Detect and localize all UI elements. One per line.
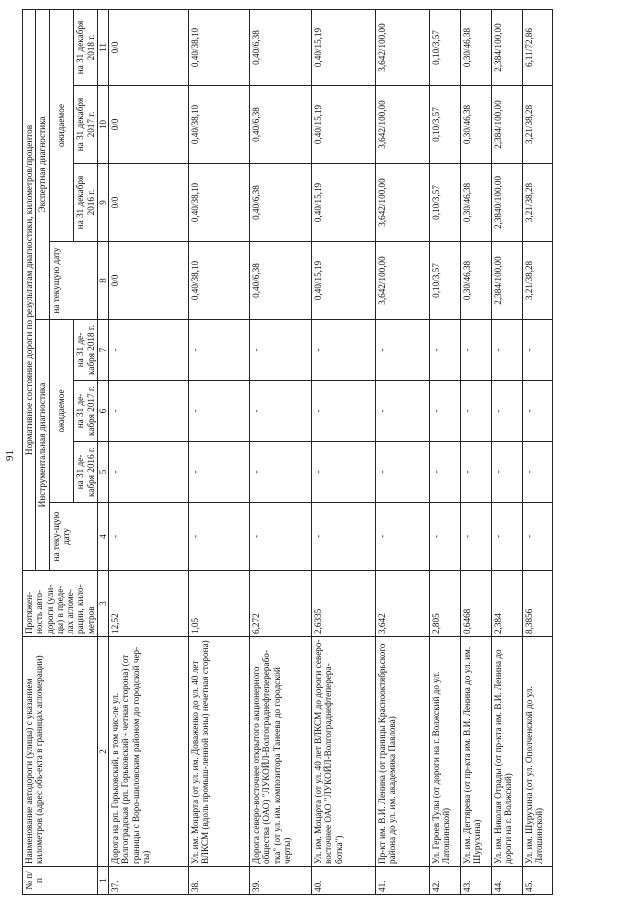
header-2017-expert: на 31 декабря 2017 г. (74, 86, 98, 164)
expert-2017: 0,30/46,38 (461, 86, 492, 164)
row-number: 37. (109, 867, 189, 895)
row-number: 42. (430, 867, 461, 895)
expert-current: 3,21/38,28 (523, 242, 553, 320)
header-name: Наименование автодороги (улицы) с указанием километров (адрес объ-екта в границах агломерации) (23, 637, 98, 867)
instr-2016: - (312, 442, 376, 503)
road-name: Ул. им. Моцарта (от ул. 40 лет ВЛКСМ до дороги северо-восточнее ОАО "ЛУКОЙЛ-Волгограднефтеперера-ботка") (312, 637, 376, 867)
instr-2016: - (523, 442, 553, 503)
instr-current: - (189, 503, 250, 571)
column-number: 4 (98, 503, 109, 571)
instr-current: - (376, 503, 430, 571)
instr-2016: - (461, 442, 492, 503)
expert-2016: 2,3840/100,00 (492, 164, 523, 242)
instr-2018: - (250, 320, 312, 381)
header-normative-state: Нормативное состояние дороги по результатам диагностики, километров/процентов (23, 10, 36, 571)
expert-2018: 0,40/38,10 (189, 10, 250, 86)
expert-2017: 0/0 (109, 86, 189, 164)
header-expert: Экспертная диагностика (36, 10, 49, 320)
expert-2017: 3,21/38,28 (523, 86, 553, 164)
expert-2018: 0,40/15,19 (312, 10, 376, 86)
instr-2017: - (492, 381, 523, 442)
expert-2017: 0,10/3,57 (430, 86, 461, 164)
expert-current: 0,10/3,57 (430, 242, 461, 320)
expert-2018: 3,642/100,00 (376, 10, 430, 86)
expert-2016: 0,10/3,57 (430, 164, 461, 242)
instr-2016: - (250, 442, 312, 503)
road-length: 1,05 (189, 571, 250, 637)
header-no: № п/п (23, 867, 98, 895)
road-length: 12,52 (109, 571, 189, 637)
column-number: 7 (98, 320, 109, 381)
expert-2018: 0,40/6,38 (250, 10, 312, 86)
road-name: Дорога северо-восточнее открытого акционерного общества (ОАО) "ЛУКОЙЛ-Волгограднефтеперерабо-тка" (от ул. им. композитора Танеева до городской черты) (250, 637, 312, 867)
instr-current: - (523, 503, 553, 571)
header-2017: на 31 де-кабря 2017 г. (74, 381, 98, 442)
road-length: 2,805 (430, 571, 461, 637)
row-number: 40. (312, 867, 376, 895)
road-length: 0,6468 (461, 571, 492, 637)
expert-current: 0/0 (109, 242, 189, 320)
expert-2017: 0,40/15,19 (312, 86, 376, 164)
instr-2017: - (109, 381, 189, 442)
column-number: 10 (98, 86, 109, 164)
instr-2017: - (189, 381, 250, 442)
expert-2016: 3,21/38,28 (523, 164, 553, 242)
row-number: 38. (189, 867, 250, 895)
road-name: Ул. Героев Тулы (от дороги на г. Волжский до ул. Латошинской) (430, 637, 461, 867)
road-length: 6,272 (250, 571, 312, 637)
road-name: Ул. им. Шурухина (от ул. Ополченской до ул. Латошинской) (523, 637, 553, 867)
header-expected-expert: ожидаемое (49, 10, 74, 242)
instr-2018: - (189, 320, 250, 381)
instr-current: - (492, 503, 523, 571)
table-row (376, 10, 430, 895)
instr-2016: - (492, 442, 523, 503)
instr-2018: - (109, 320, 189, 381)
expert-2016: 0,40/38,10 (189, 164, 250, 242)
road-name: Пр-кт им. В.И. Ленина (от границы Краснооктябрьского района до ул. им. академика Павлова) (376, 637, 430, 867)
expert-2017: 2,384/100,00 (492, 86, 523, 164)
instr-2016: - (376, 442, 430, 503)
row-number: 41. (376, 867, 430, 895)
table-row (523, 10, 553, 895)
expert-2016: 0/0 (109, 164, 189, 242)
expert-2018: 0/0 (109, 10, 189, 86)
header-expected: ожидаемое (49, 320, 74, 503)
road-length: 3,642 (376, 571, 430, 637)
row-number: 45. (523, 867, 553, 895)
column-number: 9 (98, 164, 109, 242)
expert-2016: 3,642/100,00 (376, 164, 430, 242)
instr-2017: - (461, 381, 492, 442)
expert-2017: 3,642/100,00 (376, 86, 430, 164)
instr-2016: - (109, 442, 189, 503)
instr-2017: - (376, 381, 430, 442)
instr-2017: - (312, 381, 376, 442)
road-length: 2,6335 (312, 571, 376, 637)
expert-2018: 2,384/100,00 (492, 10, 523, 86)
instr-2016: - (189, 442, 250, 503)
page-number: 91 (4, 450, 16, 461)
road-name: Дорога на рп. Горьковский, в том чис-ле ул. Волгоградская (рп. Горьковский - четная сторона) (от границы с Воро-шиловским районом до городской чер-ты) (109, 637, 189, 867)
header-length: Протяжен-ность авто-дороги (ули-цы) в преде-лах агломе-рации, кило-метров (23, 571, 98, 637)
column-number: 3 (98, 571, 109, 637)
header-current-date: на теку-щую дату (49, 503, 97, 571)
road-name: Ул. им. Николая Отрады (от пр-кта им. В.И. Ленина до дороги на г. Волжский) (492, 637, 523, 867)
column-number: 1 (98, 867, 109, 895)
column-number: 6 (98, 381, 109, 442)
expert-2016: 0,40/15,19 (312, 164, 376, 242)
instr-2018: - (430, 320, 461, 381)
header-2016: на 31 де-кабря 2016 г. (74, 442, 98, 503)
table-row (109, 10, 189, 895)
table-row (461, 10, 492, 895)
instr-2018: - (492, 320, 523, 381)
instr-2018: - (523, 320, 553, 381)
road-name: Ул. им. Дегтярева (от пр-кта им. В.И. Ленина до ул. им. Шурухина) (461, 637, 492, 867)
column-number: 2 (98, 637, 109, 867)
column-number: 8 (98, 242, 109, 320)
instr-current: - (312, 503, 376, 571)
instr-current: - (430, 503, 461, 571)
instr-2017: - (250, 381, 312, 442)
instr-current: - (109, 503, 189, 571)
column-number: 11 (98, 10, 109, 86)
expert-2017: 0,40/6,38 (250, 86, 312, 164)
instr-2018: - (312, 320, 376, 381)
expert-current: 0,30/46,38 (461, 242, 492, 320)
expert-current: 0,40/15,19 (312, 242, 376, 320)
road-length: 2,384 (492, 571, 523, 637)
column-number: 5 (98, 442, 109, 503)
expert-2018: 0,30/46,38 (461, 10, 492, 86)
expert-2018: 0,10/3,57 (430, 10, 461, 86)
table-row (312, 10, 376, 895)
header-row-1 (23, 10, 36, 895)
road-diagnostics-table (22, 9, 553, 895)
expert-2016: 0,40/6,38 (250, 164, 312, 242)
table-row (492, 10, 523, 895)
instr-2016: - (430, 442, 461, 503)
instr-2018: - (461, 320, 492, 381)
expert-current: 3,642/100,00 (376, 242, 430, 320)
road-length: 8,3856 (523, 571, 553, 637)
row-number: 39. (250, 867, 312, 895)
column-number-row (98, 10, 109, 895)
table-row (430, 10, 461, 895)
expert-2018: 6,11/72,86 (523, 10, 553, 86)
header-2016-expert: на 31 декабря 2016 г. (74, 164, 98, 242)
expert-current: 0,40/6,38 (250, 242, 312, 320)
expert-2017: 0,40/38,10 (189, 86, 250, 164)
header-2018-expert: на 31 декабря 2018 г. (74, 10, 98, 86)
expert-current: 2,384/100,00 (492, 242, 523, 320)
table-row (250, 10, 312, 895)
expert-current: 0,40/38,10 (189, 242, 250, 320)
expert-2016: 0,30/46,38 (461, 164, 492, 242)
instr-current: - (250, 503, 312, 571)
header-instrumental: Инструментальная диагностика (36, 320, 49, 571)
row-number: 43. (461, 867, 492, 895)
instr-2017: - (523, 381, 553, 442)
table-row (189, 10, 250, 895)
header-current-date-expert: на текущую дату (49, 242, 97, 320)
instr-current: - (461, 503, 492, 571)
instr-2018: - (376, 320, 430, 381)
header-2018: на 31 де-кабря 2018 г. (74, 320, 98, 381)
instr-2017: - (430, 381, 461, 442)
row-number: 44. (492, 867, 523, 895)
road-name: Ул. им. Моцарта (от ул. им. Доваженко до ул. 40 лет ВЛКСМ (вдоль промыш-ленной зоны) нечетная сторона) (189, 637, 250, 867)
